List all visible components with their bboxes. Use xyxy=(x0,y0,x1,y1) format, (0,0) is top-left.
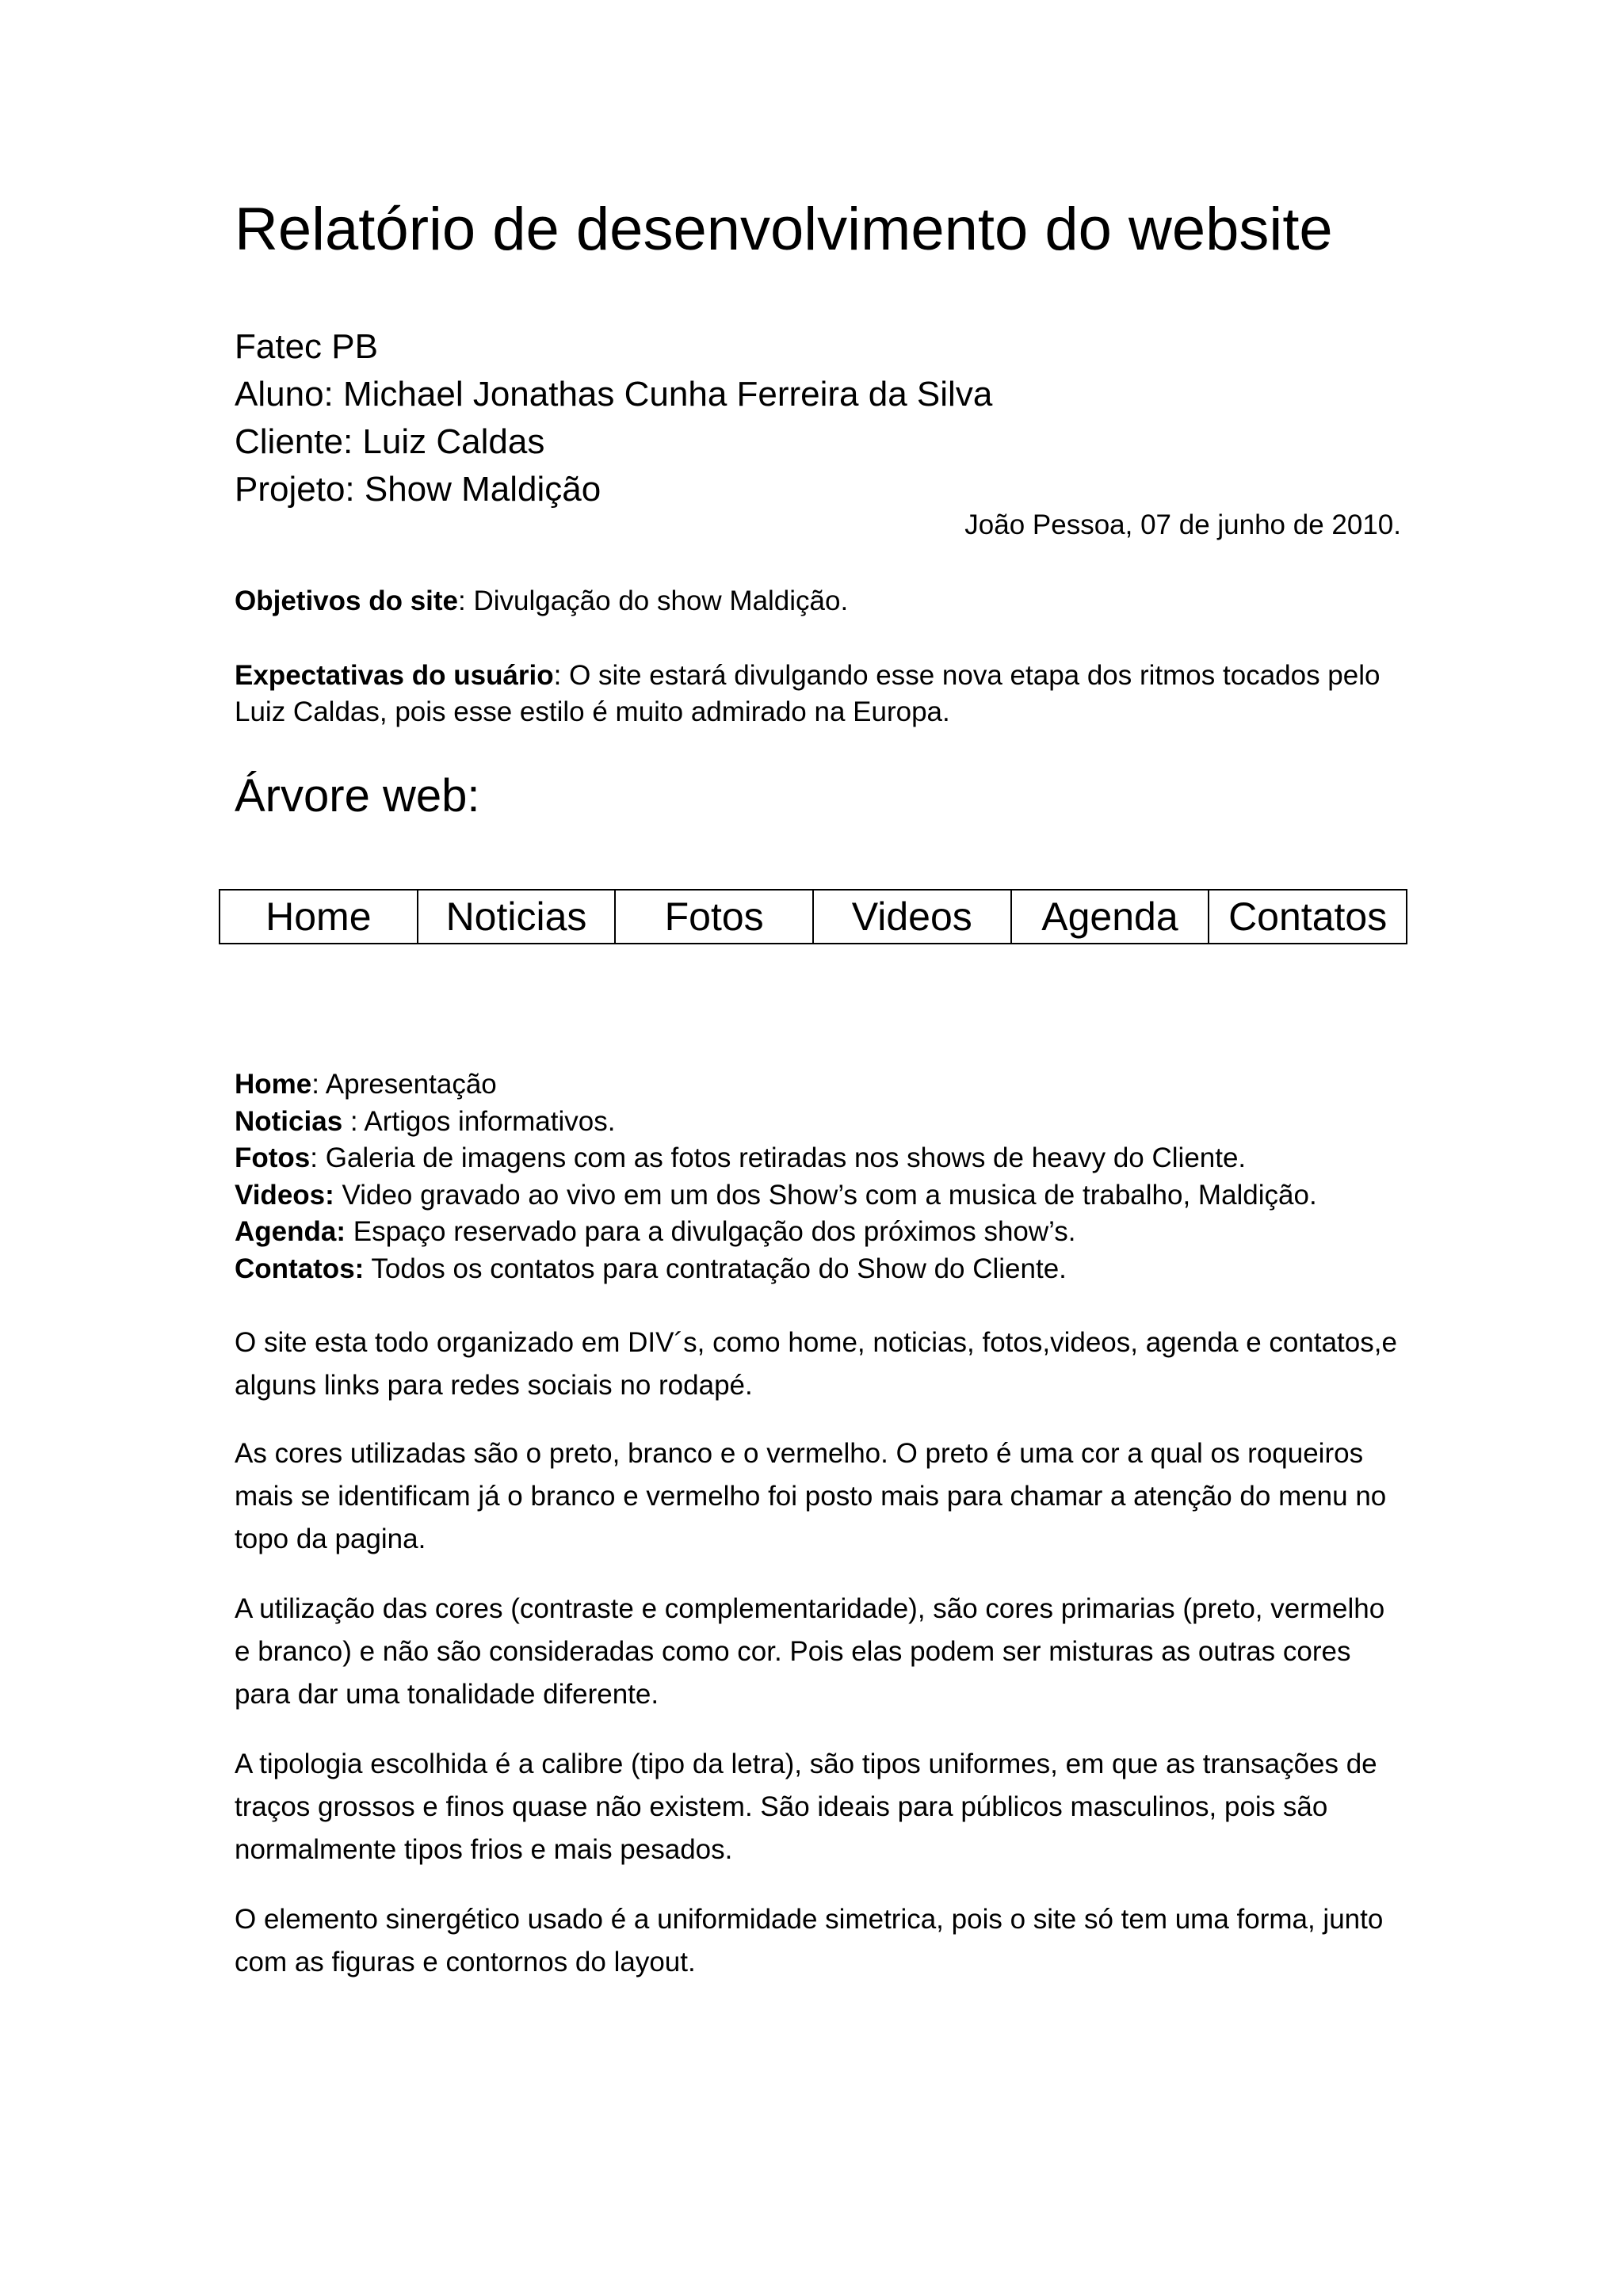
menu-cell-videos: Videos xyxy=(813,890,1011,944)
definition-agenda xyxy=(235,1214,1423,1251)
definition-label: Agenda: xyxy=(235,1216,346,1247)
definition-text: : Galeria de imagens com as fotos retiradas nos shows de heavy do Cliente. xyxy=(310,1142,1247,1173)
definition-fotos xyxy=(235,1140,1423,1177)
definition-text: Video gravado ao vivo em um dos Show’s com a musica de trabalho, Maldição. xyxy=(334,1179,1317,1211)
institution-line: Fatec PB xyxy=(235,327,378,366)
paragraph-cores: As cores utilizadas são o preto, branco e o vermelho. O preto é uma cor a qual os roqueiros mais se identificam já o branco e vermelho foi posto mais para chamar a atenção do menu no topo da pagina. xyxy=(235,1438,1387,1554)
paragraph-tipologia: A tipologia escolhida é a calibre (tipo da letra), são tipos uniformes, em que as transações de traços grossos e finos quase não existem. São ideais para públicos masculinos, pois são normalmente tipos frios e mais pesados. xyxy=(235,1749,1377,1865)
expectativas-label: Expectativas do usuário xyxy=(235,660,554,691)
definition-label: Noticias xyxy=(235,1105,343,1137)
definition-videos xyxy=(235,1177,1423,1215)
objetivos-text: : Divulgação do show Maldição. xyxy=(458,585,849,616)
menu-cell-home: Home xyxy=(220,890,418,944)
menu-cell-agenda: Agenda xyxy=(1011,890,1209,944)
project-line: Projeto: Show Maldição xyxy=(235,470,601,509)
definition-text: Todos os contatos para contratação do Show do Cliente. xyxy=(364,1253,1067,1284)
definition-label: Home xyxy=(235,1069,312,1100)
definition-text: : Apresentação xyxy=(311,1069,497,1100)
student-line: Aluno: Michael Jonathas Cunha Ferreira da Silva xyxy=(235,375,993,414)
definition-label: Videos: xyxy=(235,1179,334,1211)
definition-label: Fotos xyxy=(235,1142,311,1173)
objetivos-label: Objetivos do site xyxy=(235,585,458,616)
definition-label: Contatos: xyxy=(235,1253,365,1284)
paragraph-sinergetico: O elemento sinergético usado é a uniformidade simetrica, pois o site só tem uma forma, junto com as figuras e contornos do layout. xyxy=(235,1904,1384,1978)
menu-cell-contatos: Contatos xyxy=(1209,890,1407,944)
document-meta xyxy=(235,323,992,513)
definition-text: Espaço reservado para a divulgação dos próximos show’s. xyxy=(346,1216,1076,1247)
date-line: João Pessoa, 07 de junho de 2010. xyxy=(964,509,1401,540)
menu-cell-fotos: Fotos xyxy=(615,890,813,944)
section-definitions xyxy=(235,1066,1423,1287)
expectativas-text: : O site estará divulgando esse nova etapa dos ritmos tocados pelo Luiz Caldas, pois esse estilo é muito admirado na Europa. xyxy=(235,660,1381,727)
definition-home xyxy=(235,1066,1423,1104)
paragraph-divs: O site esta todo organizado em DIV´s, como home, noticias, fotos,videos, agenda e contatos,e alguns links para redes sociais no rodapé. xyxy=(235,1327,1397,1401)
menu-row xyxy=(220,890,1407,944)
client-line: Cliente: Luiz Caldas xyxy=(235,422,545,461)
paragraph-contraste: A utilização das cores (contraste e complementaridade), são cores primarias (preto, vermelho e branco) e não são consideradas como cor. Pois elas podem ser misturas as outras cores para dar uma tonalidade diferente. xyxy=(235,1593,1385,1710)
site-tree-menu xyxy=(219,889,1407,944)
menu-cell-noticias: Noticias xyxy=(418,890,616,944)
arvore-web-heading: Árvore web: xyxy=(235,770,480,822)
definition-noticias xyxy=(235,1104,1423,1141)
expectativas-paragraph xyxy=(235,658,1407,730)
objetivos-paragraph xyxy=(235,583,1407,620)
definition-text: : Artigos informativos. xyxy=(342,1105,616,1137)
document-title: Relatório de desenvolvimento do website xyxy=(235,196,1333,263)
definition-contatos xyxy=(235,1251,1423,1288)
